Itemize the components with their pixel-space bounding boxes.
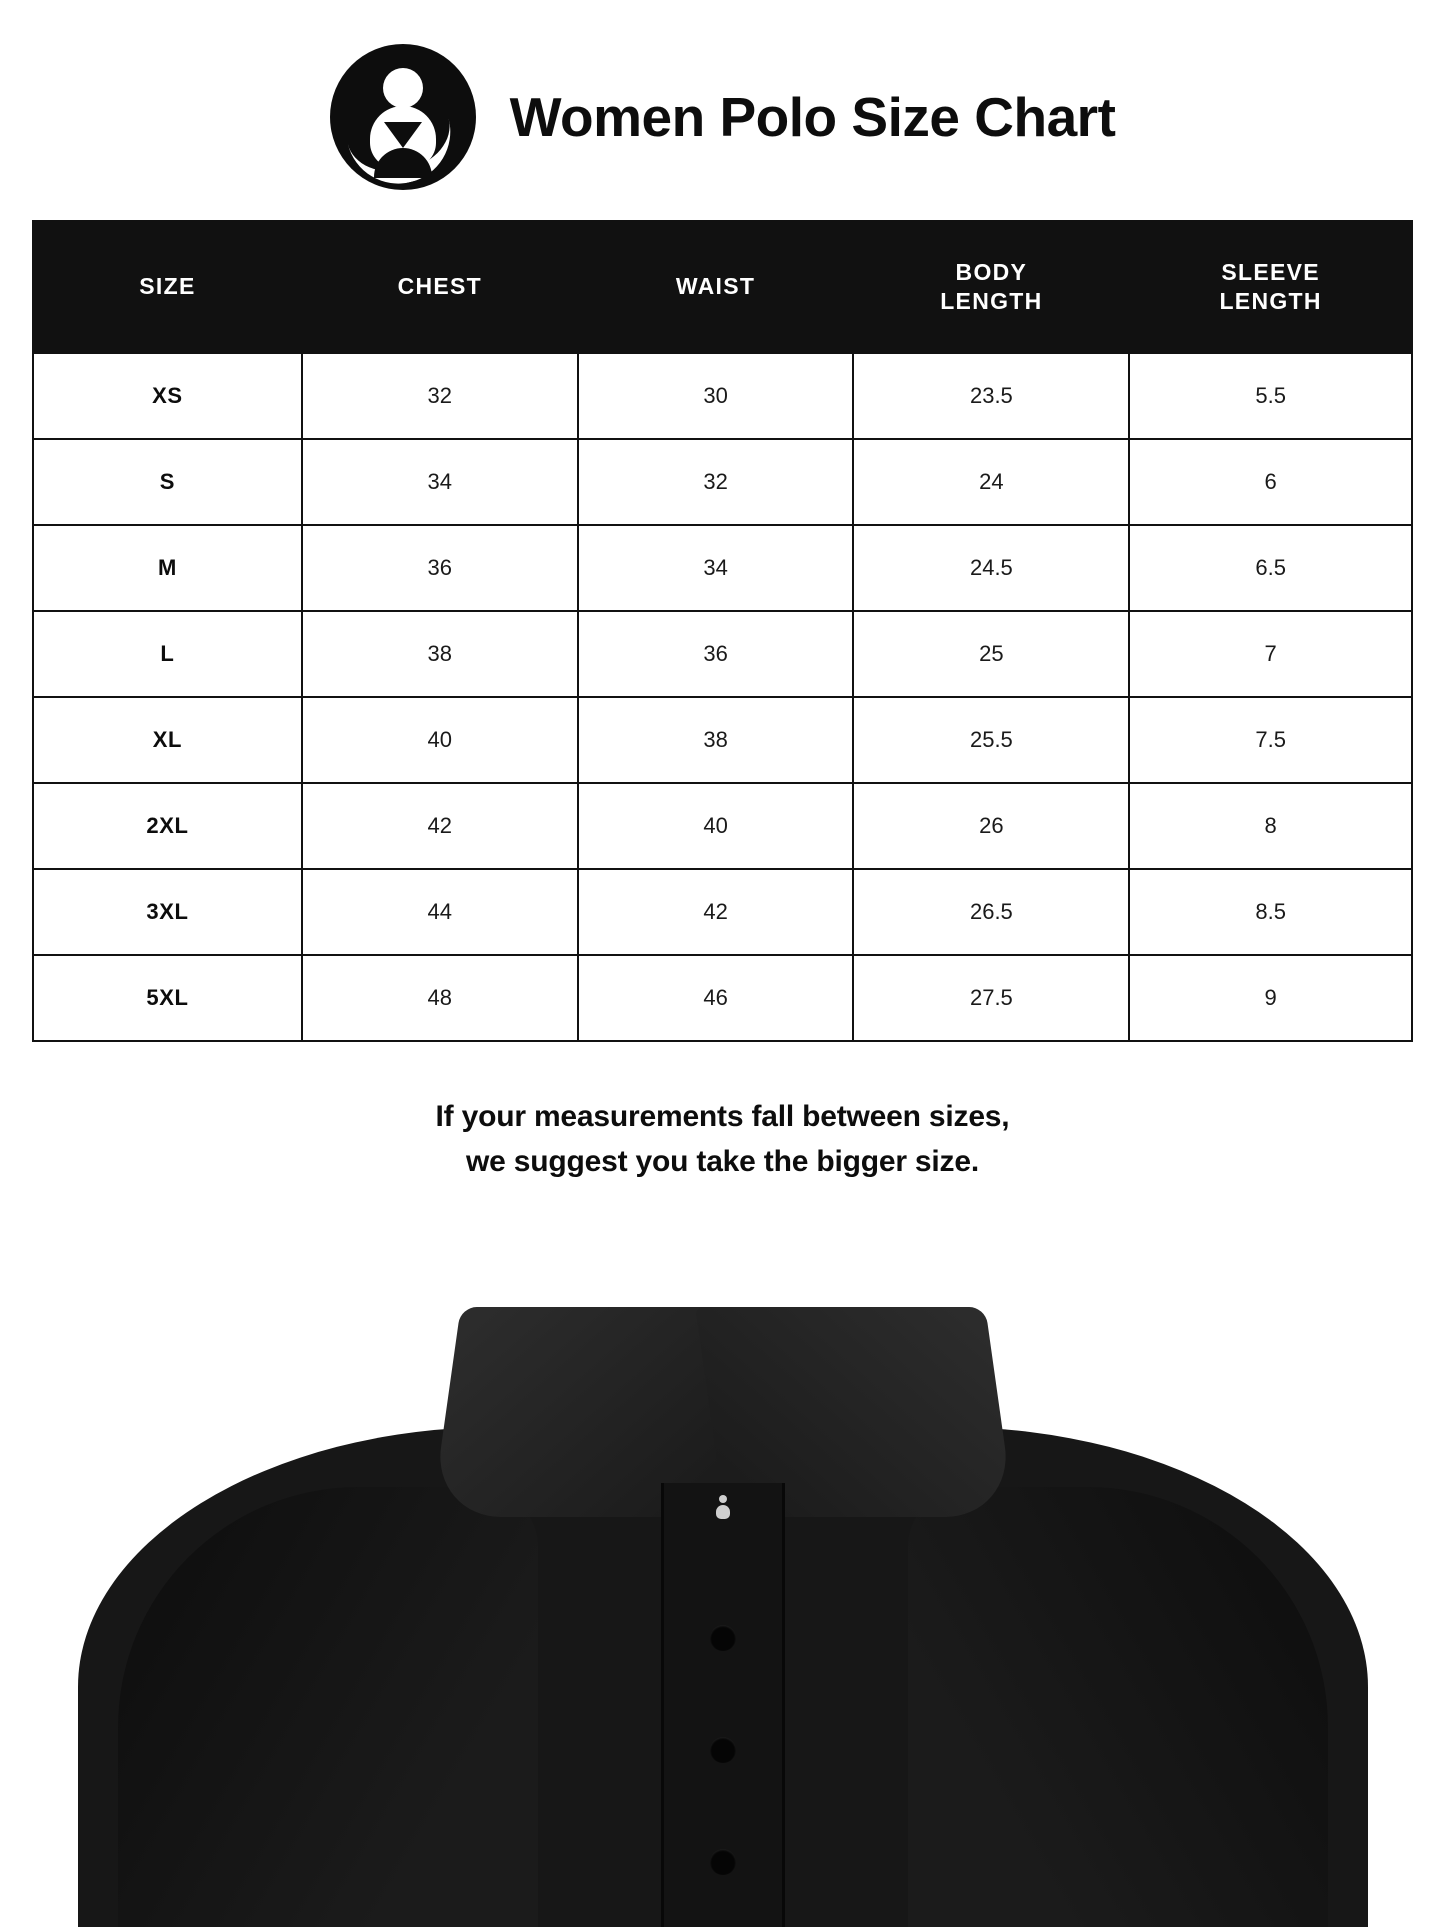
cell-sleeve-length: 7 [1129, 611, 1412, 697]
sizing-note [0, 1094, 1445, 1184]
cell-waist: 38 [578, 697, 854, 783]
sizing-note-line1: If your measurements fall between sizes, [435, 1100, 1010, 1133]
column-header-body-length-line2: LENGTH [940, 288, 1043, 314]
cell-size: XS [33, 353, 302, 439]
table-row [33, 439, 1412, 525]
cell-body-length: 23.5 [853, 353, 1129, 439]
cell-waist: 42 [578, 869, 854, 955]
column-header-waist [578, 221, 854, 353]
polo-shirt-image [78, 1307, 1368, 1927]
cell-size: 3XL [33, 869, 302, 955]
cell-chest: 34 [302, 439, 578, 525]
shirt-button-icon [710, 1849, 736, 1875]
cell-waist: 36 [578, 611, 854, 697]
column-header-body-length [853, 221, 1129, 353]
cell-body-length: 26 [853, 783, 1129, 869]
cell-chest: 48 [302, 955, 578, 1041]
cell-size: XL [33, 697, 302, 783]
column-header-sleeve-length-line1: SLEEVE [1221, 258, 1320, 285]
cell-size: 5XL [33, 955, 302, 1041]
cell-sleeve-length: 8.5 [1129, 869, 1412, 955]
size-table-container [0, 204, 1445, 1042]
column-header-waist-line1: WAIST [675, 273, 756, 300]
cell-size: S [33, 439, 302, 525]
cell-chest: 32 [302, 353, 578, 439]
brand-logo-icon [714, 1495, 732, 1521]
cell-sleeve-length: 6 [1129, 439, 1412, 525]
cell-sleeve-length: 8 [1129, 783, 1412, 869]
cell-chest: 40 [302, 697, 578, 783]
cell-chest: 36 [302, 525, 578, 611]
brand-logo-icon [330, 44, 476, 190]
cell-chest: 38 [302, 611, 578, 697]
cell-size: 2XL [33, 783, 302, 869]
cell-waist: 34 [578, 525, 854, 611]
table-header-row [33, 221, 1412, 353]
shirt-button-icon [710, 1737, 736, 1763]
cell-chest: 44 [302, 869, 578, 955]
column-header-sleeve-length [1129, 221, 1412, 353]
cell-body-length: 26.5 [853, 869, 1129, 955]
cell-body-length: 24 [853, 439, 1129, 525]
cell-sleeve-length: 7.5 [1129, 697, 1412, 783]
column-header-size [33, 221, 302, 353]
cell-waist: 30 [578, 353, 854, 439]
table-row [33, 869, 1412, 955]
cell-body-length: 25.5 [853, 697, 1129, 783]
cell-sleeve-length: 6.5 [1129, 525, 1412, 611]
page-header [0, 0, 1445, 204]
cell-waist: 32 [578, 439, 854, 525]
column-header-body-length-line1: BODY [955, 258, 1028, 285]
size-table [32, 220, 1413, 1042]
column-header-chest [302, 221, 578, 353]
cell-size: M [33, 525, 302, 611]
table-row [33, 525, 1412, 611]
cell-sleeve-length: 5.5 [1129, 353, 1412, 439]
column-header-size-line1: SIZE [139, 273, 196, 300]
table-row [33, 697, 1412, 783]
table-row [33, 611, 1412, 697]
column-header-sleeve-length-line2: LENGTH [1219, 288, 1322, 314]
cell-size: L [33, 611, 302, 697]
table-row [33, 955, 1412, 1041]
table-row [33, 783, 1412, 869]
page-title: Women Polo Size Chart [509, 86, 1116, 148]
cell-body-length: 24.5 [853, 525, 1129, 611]
cell-waist: 46 [578, 955, 854, 1041]
table-row [33, 353, 1412, 439]
cell-sleeve-length: 9 [1129, 955, 1412, 1041]
product-photo [0, 1237, 1445, 1927]
cell-waist: 40 [578, 783, 854, 869]
shirt-button-icon [710, 1625, 736, 1651]
cell-body-length: 25 [853, 611, 1129, 697]
cell-body-length: 27.5 [853, 955, 1129, 1041]
column-header-chest-line1: CHEST [397, 273, 483, 300]
cell-chest: 42 [302, 783, 578, 869]
sizing-note-line2: we suggest you take the bigger size. [466, 1145, 979, 1178]
